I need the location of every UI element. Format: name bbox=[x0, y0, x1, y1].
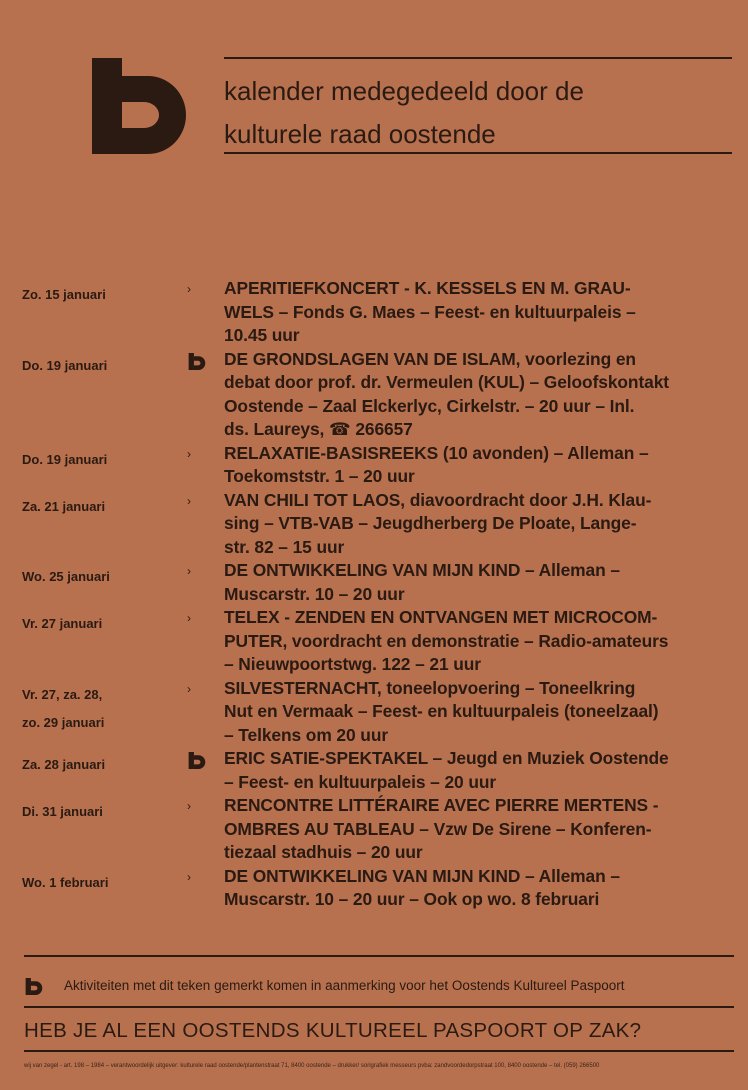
entry-description bbox=[224, 865, 729, 912]
header-line-2: kulturele raad oostende bbox=[224, 119, 496, 149]
entry-date-line: Vr. 27 januari bbox=[22, 616, 103, 631]
chevron-right-icon: › bbox=[187, 564, 191, 578]
entry-line: DE GRONDSLAGEN VAN DE ISLAM, voorlezing en bbox=[224, 348, 636, 369]
calendar-entry bbox=[0, 677, 748, 748]
entry-description bbox=[224, 489, 729, 560]
calendar-entry bbox=[0, 348, 748, 442]
entry-line: Toekomststr. 1 – 20 uur bbox=[224, 466, 415, 486]
paspoort-marker bbox=[187, 348, 209, 372]
entry-date-line: zo. 29 januari bbox=[22, 714, 105, 730]
calendar-entry bbox=[0, 865, 748, 912]
entry-date-line: Zo. 15 januari bbox=[22, 287, 106, 302]
footer-rule-2 bbox=[24, 1006, 734, 1008]
entry-line: 10.45 uur bbox=[224, 325, 300, 345]
entry-line: – Telkens om 20 uur bbox=[224, 724, 389, 745]
entry-date-line: Wo. 1 februari bbox=[22, 874, 109, 890]
kulturele-raad-logo-icon bbox=[187, 752, 209, 769]
entry-description bbox=[224, 559, 729, 606]
calendar-list bbox=[0, 277, 748, 912]
entry-date bbox=[22, 493, 105, 521]
entry-line: ERIC SATIE-SPEKTAKEL – Jeugd en Muziek Oostende bbox=[224, 748, 669, 768]
bullet-marker bbox=[187, 606, 209, 630]
chevron-right-icon: › bbox=[187, 681, 191, 696]
header-bottom-rule bbox=[224, 152, 732, 154]
bullet-marker bbox=[187, 794, 209, 818]
entry-line: DE ONTWIKKELING VAN MIJN KIND – Alleman – bbox=[224, 560, 620, 580]
entry-line: WELS – Fonds G. Maes – Feest- en kultuurpaleis – bbox=[224, 301, 636, 322]
entry-line: PUTER, voordracht en demonstratie – Radio-amateurs bbox=[224, 630, 669, 651]
entry-line: Nut en Vermaak – Feest- en kultuurpaleis (toneelzaal) bbox=[224, 701, 659, 721]
calendar-entry bbox=[0, 559, 748, 606]
bullet-marker bbox=[187, 559, 209, 583]
entry-line: OMBRES AU TABLEAU – Vzw De Sirene – Konferen- bbox=[224, 818, 652, 839]
entry-date-line: Do. 19 januari bbox=[22, 357, 108, 373]
entry-description bbox=[224, 348, 729, 442]
entry-description bbox=[224, 606, 729, 677]
entry-date-line: Vr. 27, za. 28, bbox=[22, 686, 103, 702]
entry-date bbox=[22, 798, 103, 826]
entry-line: ds. Laureys, ☎ 266657 bbox=[224, 419, 413, 439]
chevron-right-icon: › bbox=[187, 611, 191, 625]
chevron-right-icon: › bbox=[187, 282, 191, 296]
footer-rule-3 bbox=[24, 1050, 734, 1052]
imprint: wij van zegel - art. 198 – 1984 – verantwoordelijk uitgever: kulturele raad oostende/plantenstraat 71, 8400 oostende – drukker/ sorigrafiek messeurs pvba: zandvoordedorpstraat 100, 8400 oostende – tel. (059) 266500 bbox=[24, 1063, 600, 1069]
calendar-entry bbox=[0, 794, 748, 865]
entry-line: APERITIEFKONCERT - K. KESSELS EN M. GRAU- bbox=[224, 278, 631, 298]
entry-date bbox=[22, 446, 107, 474]
kulturele-raad-logo-icon bbox=[24, 978, 46, 995]
entry-line: sing – VTB-VAB – Jeugdherberg De Ploate, Lange- bbox=[224, 513, 637, 533]
bullet-marker bbox=[187, 442, 209, 466]
entry-line: Muscarstr. 10 – 20 uur bbox=[224, 583, 405, 604]
entry-description bbox=[224, 747, 729, 794]
entry-description bbox=[224, 442, 729, 489]
chevron-right-icon: › bbox=[187, 869, 191, 884]
legend-text: Aktiviteiten met dit teken gemerkt komen in aanmerking voor het Oostends Kultureel Paspoort bbox=[64, 978, 625, 993]
bullet-marker bbox=[187, 277, 209, 301]
header-top-rule bbox=[224, 57, 732, 59]
chevron-right-icon: › bbox=[187, 493, 191, 508]
entry-line: – Feest- en kultuurpaleis – 20 uur bbox=[224, 771, 497, 792]
entry-date bbox=[22, 751, 105, 779]
calendar-entry bbox=[0, 606, 748, 677]
entry-date-line: Za. 21 januari bbox=[22, 498, 106, 514]
entry-date bbox=[22, 681, 104, 737]
entry-date bbox=[22, 352, 107, 380]
entry-line: RELAXATIE-BASISREEKS (10 avonden) – Alleman – bbox=[224, 442, 649, 463]
paspoort-marker bbox=[187, 747, 209, 771]
entry-line: VAN CHILI TOT LAOS, diavoordracht door J.H. Klau- bbox=[224, 489, 652, 510]
entry-line: RENCONTRE LITTÉRAIRE AVEC PIERRE MERTENS - bbox=[224, 795, 659, 815]
entry-line: DE ONTWIKKELING VAN MIJN KIND – Alleman – bbox=[224, 865, 620, 886]
entry-line: – Nieuwpoortstwg. 122 – 21 uur bbox=[224, 654, 481, 674]
footer-rule-1 bbox=[24, 955, 734, 957]
entry-line: str. 82 – 15 uur bbox=[224, 536, 345, 557]
paspoort-slogan: HEB JE AL EEN OOSTENDS KULTUREEL PASPOORT OP ZAK? bbox=[24, 1019, 642, 1042]
entry-line: SILVESTERNACHT, toneelopvoering – Toneelkring bbox=[224, 677, 636, 698]
entry-line: TELEX - ZENDEN EN ONTVANGEN MET MICROCOM- bbox=[224, 607, 658, 627]
bullet-marker bbox=[187, 489, 209, 513]
entry-line: debat door prof. dr. Vermeulen (KUL) – Geloofskontakt bbox=[224, 372, 669, 392]
entry-date-line: Wo. 25 januari bbox=[22, 569, 110, 584]
entry-description bbox=[224, 794, 729, 865]
entry-date bbox=[22, 563, 110, 591]
entry-line: Muscarstr. 10 – 20 uur – Ook op wo. 8 februari bbox=[224, 889, 600, 909]
entry-description bbox=[224, 677, 729, 748]
entry-date bbox=[22, 610, 102, 638]
bullet-marker bbox=[187, 677, 209, 701]
bullet-marker bbox=[187, 865, 209, 889]
header-line-1: kalender medegedeeld door de bbox=[224, 76, 584, 106]
calendar-entry bbox=[0, 442, 748, 489]
entry-date-line: Za. 28 januari bbox=[22, 757, 106, 772]
entry-description bbox=[224, 277, 729, 348]
calendar-entry bbox=[0, 277, 748, 348]
chevron-right-icon: › bbox=[187, 446, 191, 461]
calendar-entry bbox=[0, 489, 748, 560]
entry-date-line: Do. 19 januari bbox=[22, 451, 108, 467]
legend bbox=[24, 975, 730, 997]
calendar-entry bbox=[0, 747, 748, 794]
header-title bbox=[224, 70, 584, 156]
entry-line: Oostende – Zaal Elckerlyc, Cirkelstr. – 20 uur – Inl. bbox=[224, 395, 635, 416]
chevron-right-icon: › bbox=[187, 799, 191, 813]
entry-line: tiezaal stadhuis – 20 uur bbox=[224, 842, 423, 862]
entry-date-line: Di. 31 januari bbox=[22, 804, 103, 819]
entry-date bbox=[22, 281, 106, 309]
kulturele-raad-logo-icon bbox=[187, 353, 209, 370]
kulturele-raad-logo bbox=[92, 58, 198, 154]
entry-date bbox=[22, 869, 108, 897]
